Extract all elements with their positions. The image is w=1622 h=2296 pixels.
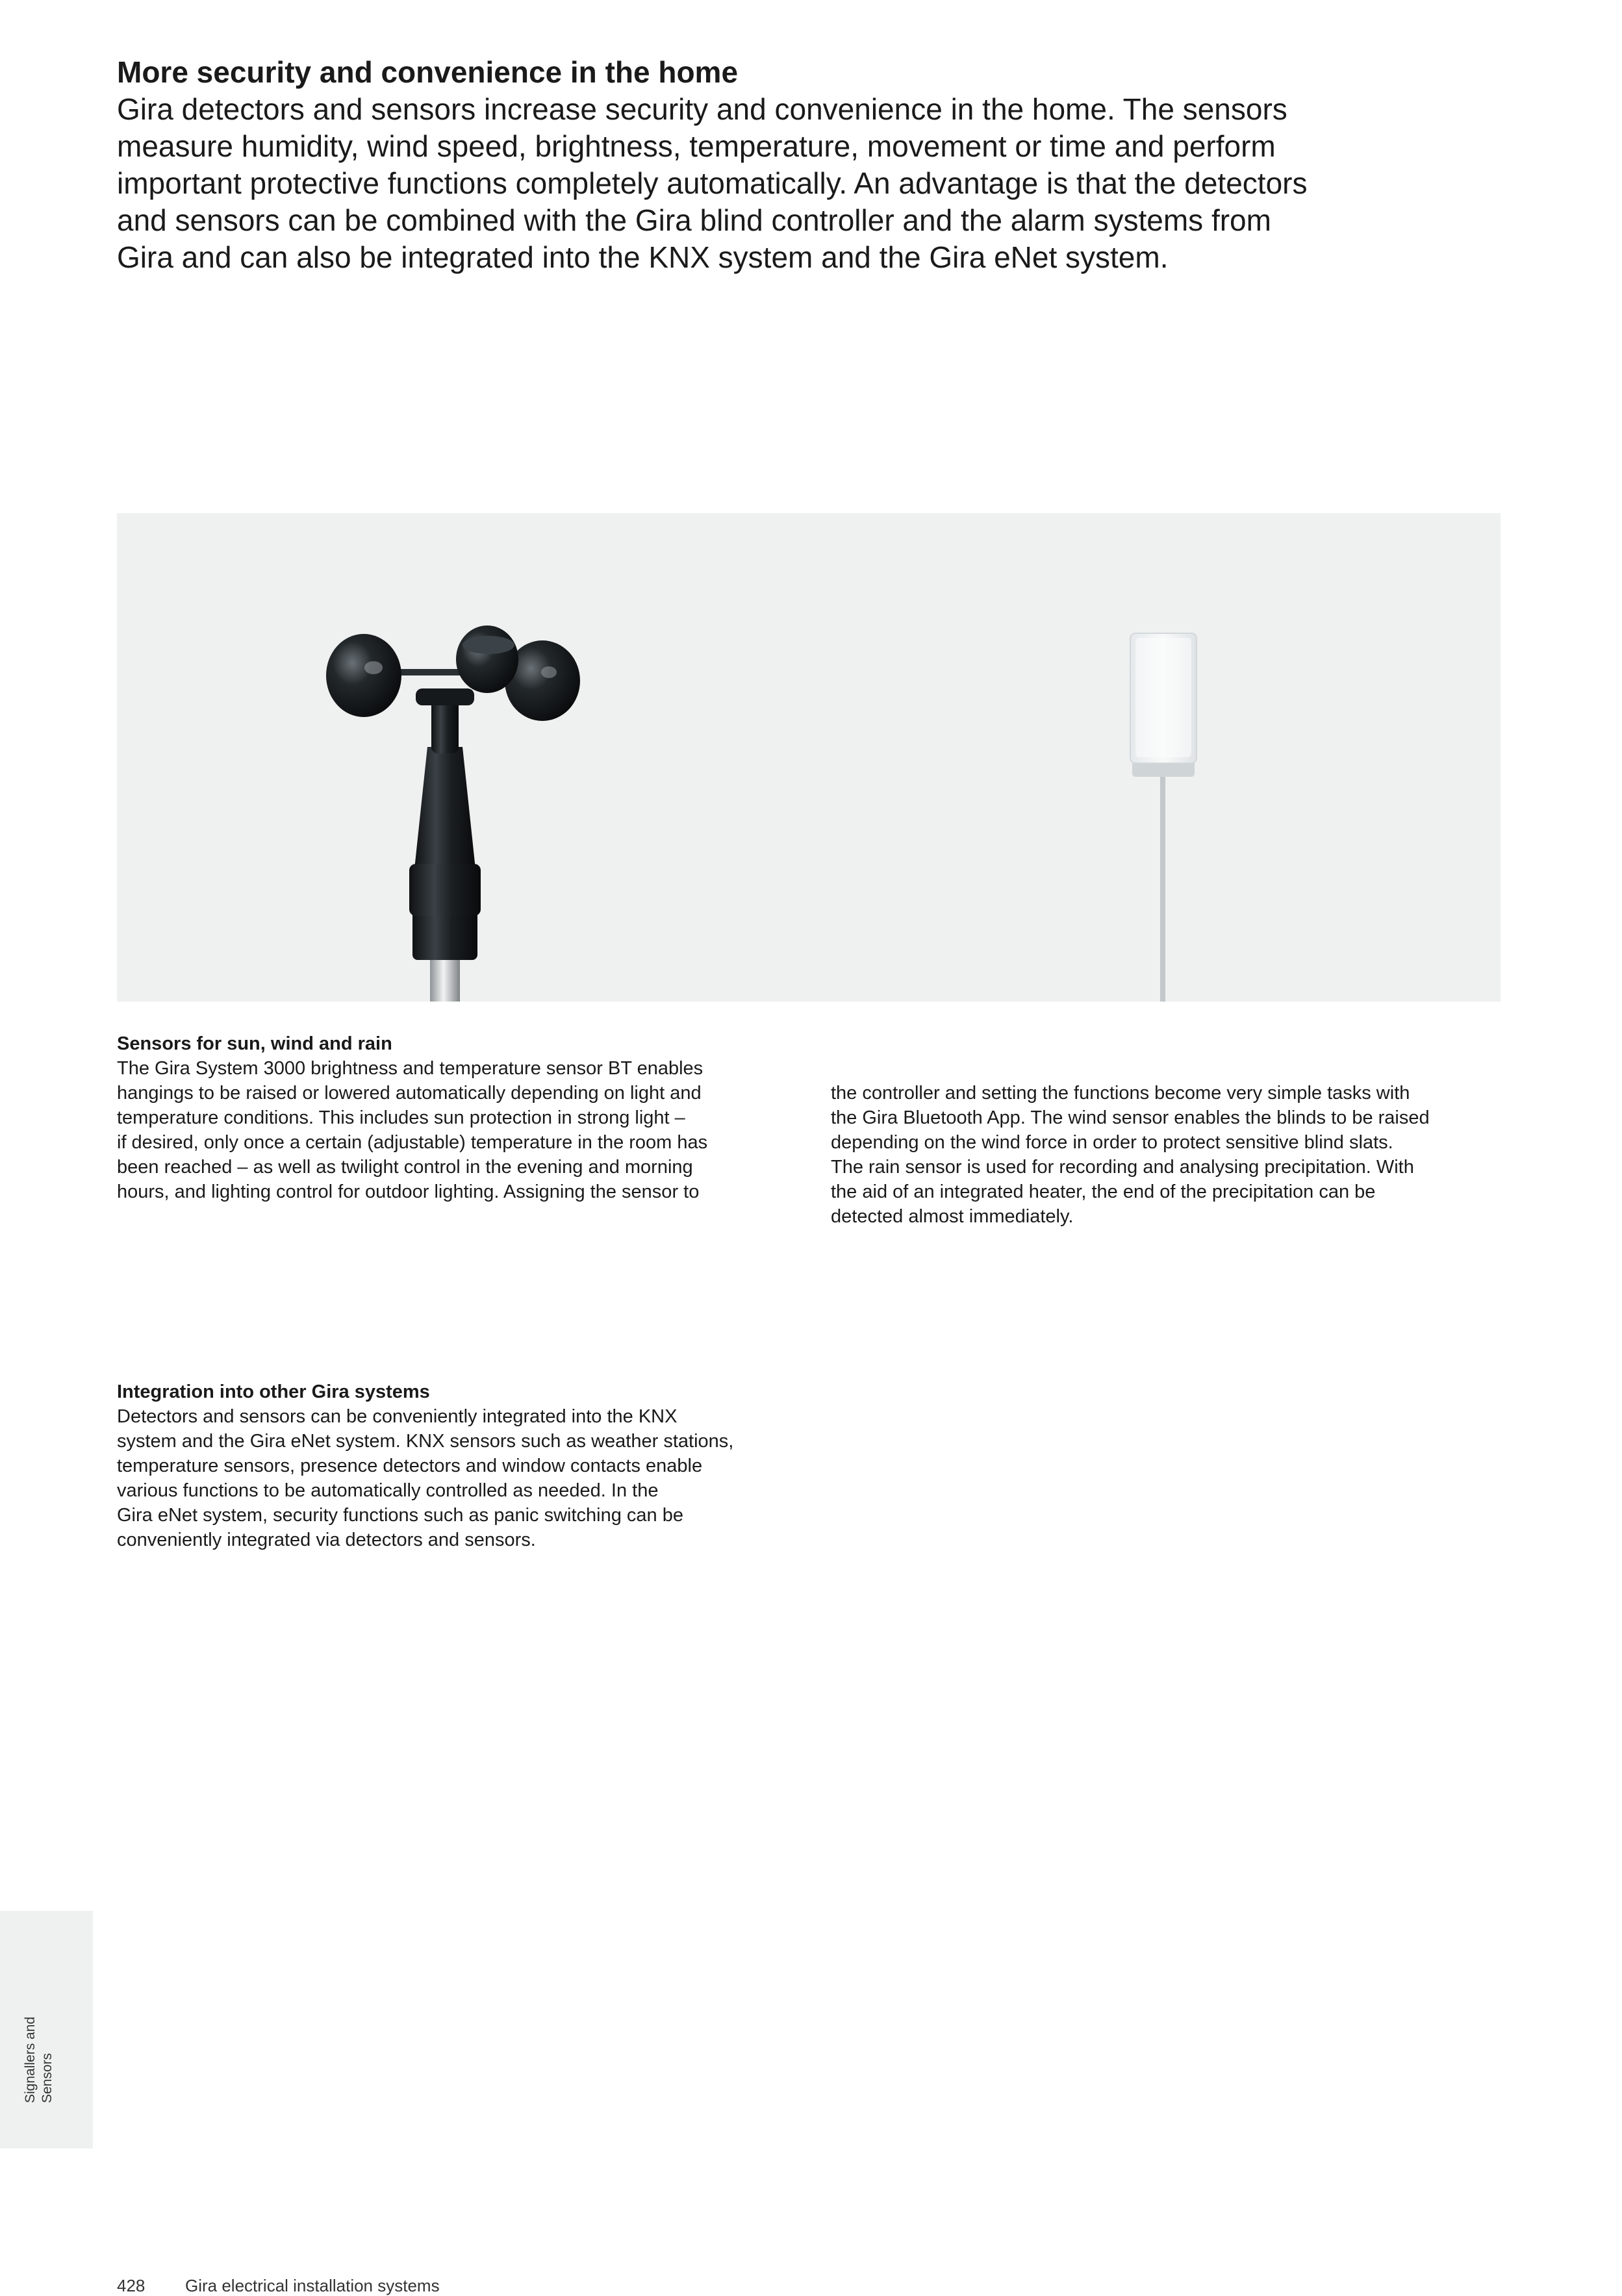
chapter-tab-label (22, 1999, 56, 2103)
sun-wind-rain-section (117, 1031, 1501, 1229)
text-line: system and the Gira eNet system. KNX sensors such as weather stations, (117, 1431, 734, 1452)
text-line: Gira eNet system, security functions such as panic switching can be (117, 1505, 683, 1526)
text-line: temperature conditions. This includes sun protection in strong light – (117, 1107, 685, 1128)
text-line: if desired, only once a certain (adjustable) temperature in the room has (117, 1132, 708, 1153)
intro-line: and sensors can be combined with the Gira blind controller and the alarm systems from (117, 203, 1271, 237)
page-title: More security and convenience in the home (117, 55, 739, 89)
text-line: The Gira System 3000 brightness and temperature sensor BT enables (117, 1058, 703, 1079)
text-line: hours, and lighting control for outdoor lighting. Assigning the sensor to (117, 1181, 700, 1202)
page-number: 428 (117, 2276, 146, 2295)
left-column-text (117, 1056, 787, 1229)
section-heading: Sensors for sun, wind and rain (117, 1033, 392, 1054)
intro-line: measure humidity, wind speed, brightness, temperature, movement or time and perform (117, 129, 1276, 163)
publication-title: Gira electrical installation systems (185, 2276, 440, 2295)
integration-section (117, 1380, 805, 1552)
text-line: the Gira Bluetooth App. The wind sensor enables the blinds to be raised (831, 1107, 1430, 1128)
integration-text (117, 1404, 805, 1552)
right-column-text (831, 1056, 1501, 1229)
text-line: conveniently integrated via detectors and sensors. (117, 1530, 536, 1550)
intro-line: Gira detectors and sensors increase security and convenience in the home. The sensors (117, 92, 1287, 126)
section-heading: Integration into other Gira systems (117, 1381, 430, 1402)
text-line: depending on the wind force in order to protect sensitive blind slats. (831, 1132, 1393, 1153)
text-line: The rain sensor is used for recording and analysing precipitation. With (831, 1157, 1414, 1178)
chapter-tab-line: Sensors (40, 2052, 55, 2103)
text-line: been reached – as well as twilight control in the evening and morning (117, 1157, 693, 1178)
intro-line: important protective functions completely automatically. An advantage is that the detectors (117, 166, 1308, 200)
intro-paragraph (117, 91, 1514, 276)
chapter-tab-line: Signallers and (23, 2016, 38, 2103)
text-line: temperature sensors, presence detectors and window contacts enable (117, 1456, 703, 1476)
text-line: hangings to be raised or lowered automatically depending on light and (117, 1083, 702, 1104)
product-photo-illustration (117, 513, 1501, 1002)
text-line: various functions to be automatically controlled as needed. In the (117, 1480, 659, 1501)
intro-block (117, 53, 1514, 276)
text-line: the controller and setting the functions become very simple tasks with (831, 1083, 1410, 1104)
anemometer-icon (326, 625, 580, 1002)
text-line: Detectors and sensors can be conveniently integrated into the KNX (117, 1406, 678, 1427)
text-line: detected almost immediately. (831, 1206, 1074, 1227)
brightness-sensor-icon (1130, 633, 1197, 1002)
intro-line: Gira and can also be integrated into the KNX system and the Gira eNet system. (117, 240, 1169, 274)
text-line: the aid of an integrated heater, the end of the precipitation can be (831, 1181, 1376, 1202)
page-footer (117, 2276, 440, 2296)
two-column-text (117, 1056, 1501, 1229)
product-photo (117, 513, 1501, 1002)
